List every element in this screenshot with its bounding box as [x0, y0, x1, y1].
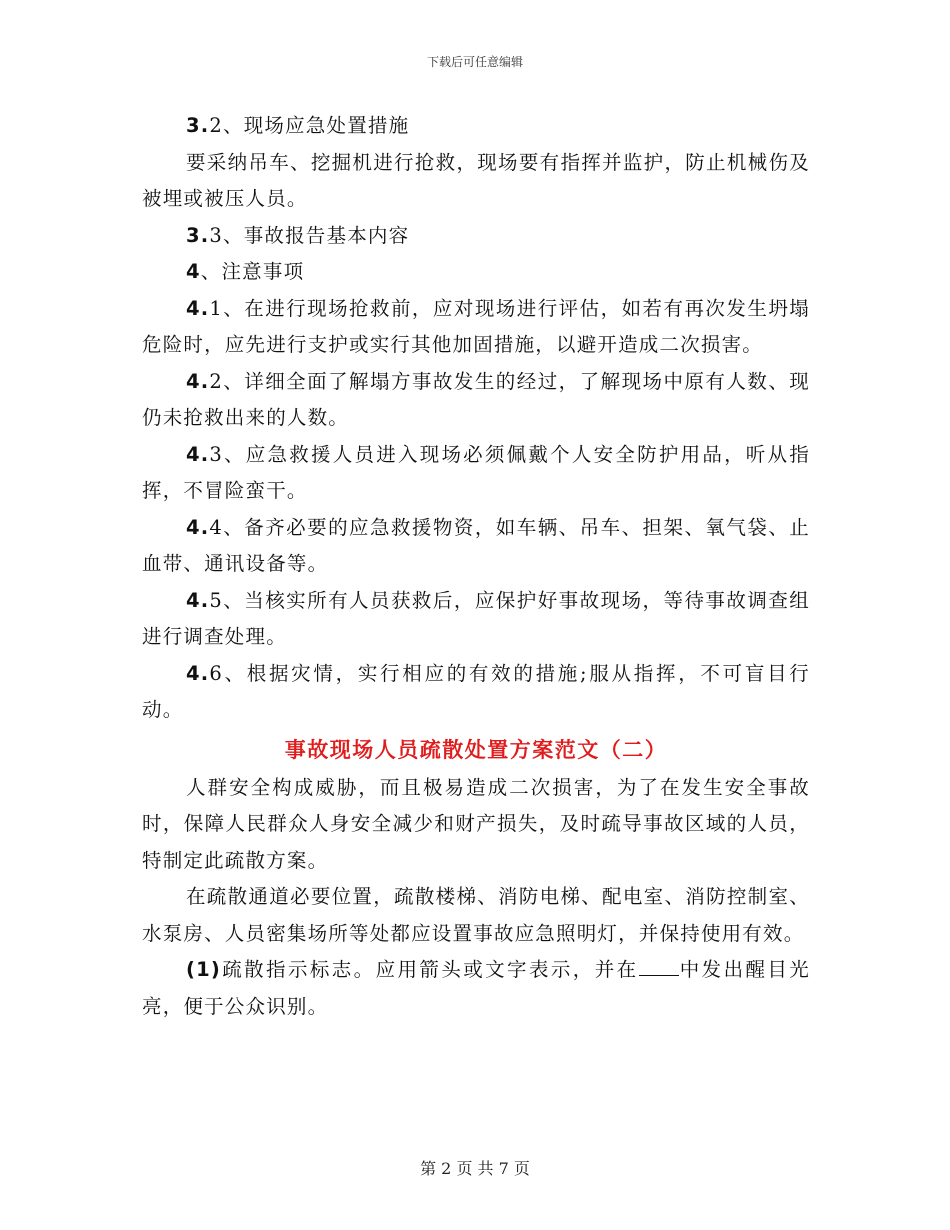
paragraph-4-5: 4.5、当核实所有人员获救后，应保护好事故现场，等待事故调查组进行调查处理。	[142, 588, 810, 648]
paragraph-3-2: 3.2、现场应急处置措施	[186, 114, 410, 137]
paragraph-evacuation-signs: (1)疏散指示标志。应用箭头或文字表示，并在 中发出醒目光亮，便于公众识别。	[142, 958, 810, 1018]
paragraph-4-6: 4.6、根据灾情，实行相应的有效的措施;服从指挥，不可盲目行动。	[142, 661, 810, 721]
paragraph-crowd-safety: 人群安全构成威胁，而且极易造成二次损害，为了在发生安全事故时，保障人民群众人身安全减少和财产损失，及时疏导事故区域的人员，特制定此疏散方案。	[142, 775, 810, 872]
paragraph-4-3: 4.3、应急救援人员进入现场必须佩戴个人安全防护用品，听从指挥，不冒险蛮干。	[142, 442, 810, 502]
paragraph-rescue-measures: 要采纳吊车、挖掘机进行抢救，现场要有指挥并监护，防止机械伤及被埋或被压人员。	[142, 150, 810, 210]
paragraph-4-4: 4.4、备齐必要的应急救援物资，如车辆、吊车、担架、氧气袋、止血带、通讯设备等。	[142, 515, 810, 575]
document-body	[142, 108, 810, 1025]
section-title: 事故现场人员疏散处置方案范文（二）	[284, 736, 668, 762]
fill-in-blank	[639, 957, 679, 976]
paragraph-4: 4、注意事项	[186, 260, 305, 283]
page-footer: 第 2 页 共 7 页	[420, 1159, 530, 1178]
paragraph-4-1: 4.1、在进行现场抢救前，应对现场进行评估，如若有再次发生坍塌危险时，应先进行支护或实行其他加固措施，以避开造成二次损害。	[142, 296, 810, 356]
paragraph-4-2: 4.2、详细全面了解塌方事故发生的经过，了解现场中原有人数、现仍未抢救出来的人数。	[142, 369, 810, 429]
paragraph-3-3: 3.3、事故报告基本内容	[186, 223, 410, 247]
paragraph-emergency-lighting: 在疏散通道必要位置，疏散楼梯、消防电梯、配电室、消防控制室、水泵房、人员密集场所等处都应设置事故应急照明灯，并保持使用有效。	[142, 885, 810, 945]
header-note: 下载后可任意编辑	[426, 55, 523, 69]
